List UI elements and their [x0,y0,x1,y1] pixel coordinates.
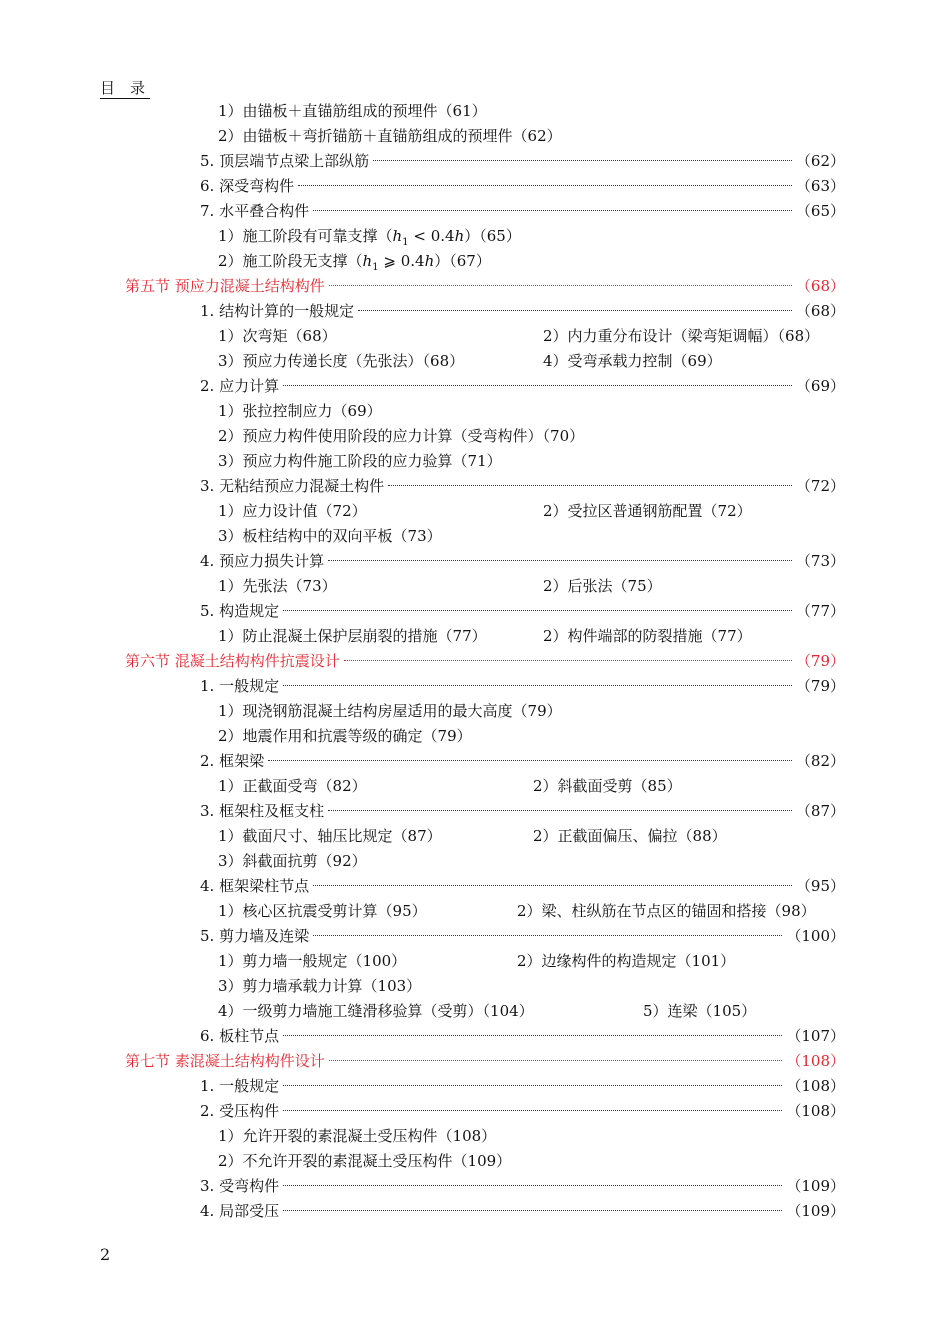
toc-section-page: （68） [795,277,845,295]
toc-subitem: 1）先张法（73） [218,577,337,595]
dot-leader [283,1185,782,1186]
toc-subitem: 1）正截面受弯（82） [218,777,367,795]
toc-entry-title: 1. 一般规定 [200,677,280,695]
toc-entry[interactable] [200,875,845,897]
dot-leader [283,685,792,686]
toc-entry-page: （108） [786,1077,845,1095]
toc-entry[interactable] [200,375,845,397]
toc-section[interactable] [125,1050,845,1072]
toc-entry-title: 4. 局部受压 [200,1202,280,1220]
dot-leader [283,1110,782,1111]
toc-entry-title: 3. 无粘结预应力混凝土构件 [200,477,385,495]
toc-subitem: 2）斜截面受剪（85） [533,777,682,795]
toc-entry[interactable] [200,1100,845,1122]
toc-subitem: 1）防止混凝土保护层崩裂的措施（77） [218,627,487,645]
dot-leader [329,1060,783,1061]
toc-entry-page: （109） [786,1202,845,1220]
math-subscript: 1 [402,237,409,248]
toc-entry-title: 6. 板柱节点 [200,1027,280,1045]
toc-subitem: 1）允许开裂的素混凝土受压构件（108） [218,1127,497,1145]
dot-leader [313,885,792,886]
dot-leader [329,285,792,286]
toc-subitem: 1）核心区抗震受剪计算（95） [218,902,427,920]
dot-leader [358,310,792,311]
math-symbol: h [454,227,465,245]
toc-entry[interactable] [200,1175,845,1197]
toc-subitem: 1）截面尺寸、轴压比规定（87） [218,827,442,845]
toc-subitem: 2）正截面偏压、偏拉（88） [533,827,727,845]
toc-entry-title: 4. 预应力损失计算 [200,552,325,570]
toc-subitem: 3）预应力构件施工阶段的应力验算（71） [218,452,502,470]
toc-entry[interactable] [200,175,845,197]
toc-subitem-label: 1）施工阶段有可靠支撑（ [218,227,393,245]
toc-entry[interactable] [200,675,845,697]
toc-entry-page: （69） [795,377,845,395]
toc-entry-page: （108） [786,1102,845,1120]
dot-leader [298,185,792,186]
toc-subitem: 2）由锚板＋弯折锚筋＋直锚筋组成的预埋件（62） [218,127,562,145]
toc-entry[interactable] [200,800,845,822]
dot-leader [313,210,792,211]
toc-entry[interactable] [200,600,845,622]
page-number: 2 [100,1245,111,1264]
toc-entry-title: 4. 框架梁柱节点 [200,877,310,895]
toc-entry-title: 3. 框架柱及框支柱 [200,802,325,820]
toc-subitem: 2）构件端部的防裂措施（77） [543,627,752,645]
toc-entry-title: 6. 深受弯构件 [200,177,295,195]
page-header-title: 目 录 [100,78,150,99]
math-symbol: h [424,252,435,270]
toc-subitem: 1）应力设计值（72） [218,502,367,520]
toc-subitem: 2）边缘构件的构造规定（101） [517,952,736,970]
toc-entry[interactable] [200,1075,845,1097]
toc-entry-title: 2. 框架梁 [200,752,265,770]
toc-section[interactable] [125,650,845,672]
toc-entry-page: （107） [786,1027,845,1045]
toc-subitem-page: ）（67） [434,252,491,270]
toc-subitem [218,250,491,272]
dot-leader [268,760,792,761]
toc-section-title: 第五节 预应力混凝土结构构件 [125,277,325,295]
toc-subitem: 1）剪力墙一般规定（100） [218,952,407,970]
dot-leader [283,1085,782,1086]
dot-leader [283,610,792,611]
toc-entry-page: （72） [795,477,845,495]
toc-subitem: 1）张拉控制应力（69） [218,402,382,420]
toc-entry-page: （95） [795,877,845,895]
toc-subitem: 2）受拉区普通钢筋配置（72） [543,502,752,520]
dot-leader [283,1210,782,1211]
toc-subitem: 3）剪力墙承载力计算（103） [218,977,422,995]
toc-entry[interactable] [200,475,845,497]
toc-subitem: 2）预应力构件使用阶段的应力计算（受弯构件）（70） [218,427,585,445]
toc-entry-page: （68） [795,302,845,320]
math-symbol: h [362,252,373,270]
toc-subitem: 2）不允许开裂的素混凝土受压构件（109） [218,1152,512,1170]
toc-entry-title: 2. 应力计算 [200,377,280,395]
toc-entry-title: 7. 水平叠合构件 [200,202,310,220]
toc-section-page: （108） [786,1052,845,1070]
toc-entry[interactable] [200,925,845,947]
toc-section-page: （79） [795,652,845,670]
toc-subitem: 1）次弯矩（68） [218,327,337,345]
toc-subitem: 2）后张法（75） [543,577,662,595]
toc-subitem: 2）内力重分布设计（梁弯矩调幅）（68） [543,327,820,345]
toc-subitem-page: ）（65） [464,227,521,245]
toc-entry[interactable] [200,1025,845,1047]
toc-subitem [218,225,521,247]
toc-entry[interactable] [200,1200,845,1222]
toc-entry-title: 5. 顶层端节点梁上部纵筋 [200,152,370,170]
toc-section-title: 第六节 混凝土结构构件抗震设计 [125,652,340,670]
math-relation: ⩾ 0.4 [378,252,425,270]
toc-entry[interactable] [200,150,845,172]
math-subscript: 1 [372,262,379,273]
toc-entry-title: 1. 一般规定 [200,1077,280,1095]
toc-entry-title: 2. 受压构件 [200,1102,280,1120]
dot-leader [388,485,792,486]
toc-entry-page: （82） [795,752,845,770]
math-symbol: h [392,227,403,245]
toc-entry-page: （100） [786,927,845,945]
toc-entry[interactable] [200,550,845,572]
toc-entry-title: 1. 结构计算的一般规定 [200,302,355,320]
toc-subitem: 3）预应力传递长度（先张法）（68） [218,352,465,370]
toc-subitem: 1）现浇钢筋混凝土结构房屋适用的最大高度（79） [218,702,562,720]
math-relation: < 0.4 [408,227,455,245]
toc-entry-title: 5. 剪力墙及连梁 [200,927,310,945]
toc-entry-title: 5. 构造规定 [200,602,280,620]
toc-entry-page: （109） [786,1177,845,1195]
dot-leader [373,160,792,161]
toc-subitem: 2）梁、柱纵筋在节点区的锚固和搭接（98） [517,902,816,920]
toc-entry-page: （63） [795,177,845,195]
toc-entry-page: （73） [795,552,845,570]
dot-leader [344,660,792,661]
toc-entry[interactable] [200,300,845,322]
toc-entry-page: （87） [795,802,845,820]
toc-section-title: 第七节 素混凝土结构构件设计 [125,1052,325,1070]
dot-leader [328,810,792,811]
toc-entry[interactable] [200,750,845,772]
toc-section[interactable] [125,275,845,297]
dot-leader [313,935,782,936]
toc-entry-page: （65） [795,202,845,220]
toc-subitem: 4）一级剪力墙施工缝滑移验算（受剪）（104） [218,1002,534,1020]
toc-entry[interactable] [200,200,845,222]
toc-entry-page: （79） [795,677,845,695]
toc-subitem-label: 2）施工阶段无支撑（ [218,252,363,270]
toc-subitem: 3）板柱结构中的双向平板（73） [218,527,442,545]
toc-entry-title: 3. 受弯构件 [200,1177,280,1195]
toc-entry-page: （62） [795,152,845,170]
dot-leader [328,560,792,561]
toc-subitem: 4）受弯承载力控制（69） [543,352,722,370]
dot-leader [283,385,792,386]
dot-leader [283,1035,782,1036]
toc-subitem: 2）地震作用和抗震等级的确定（79） [218,727,472,745]
toc-subitem: 1）由锚板＋直锚筋组成的预埋件（61） [218,102,487,120]
toc-entry-page: （77） [795,602,845,620]
toc-subitem: 3）斜截面抗剪（92） [218,852,367,870]
toc-subitem: 5）连梁（105） [643,1002,757,1020]
